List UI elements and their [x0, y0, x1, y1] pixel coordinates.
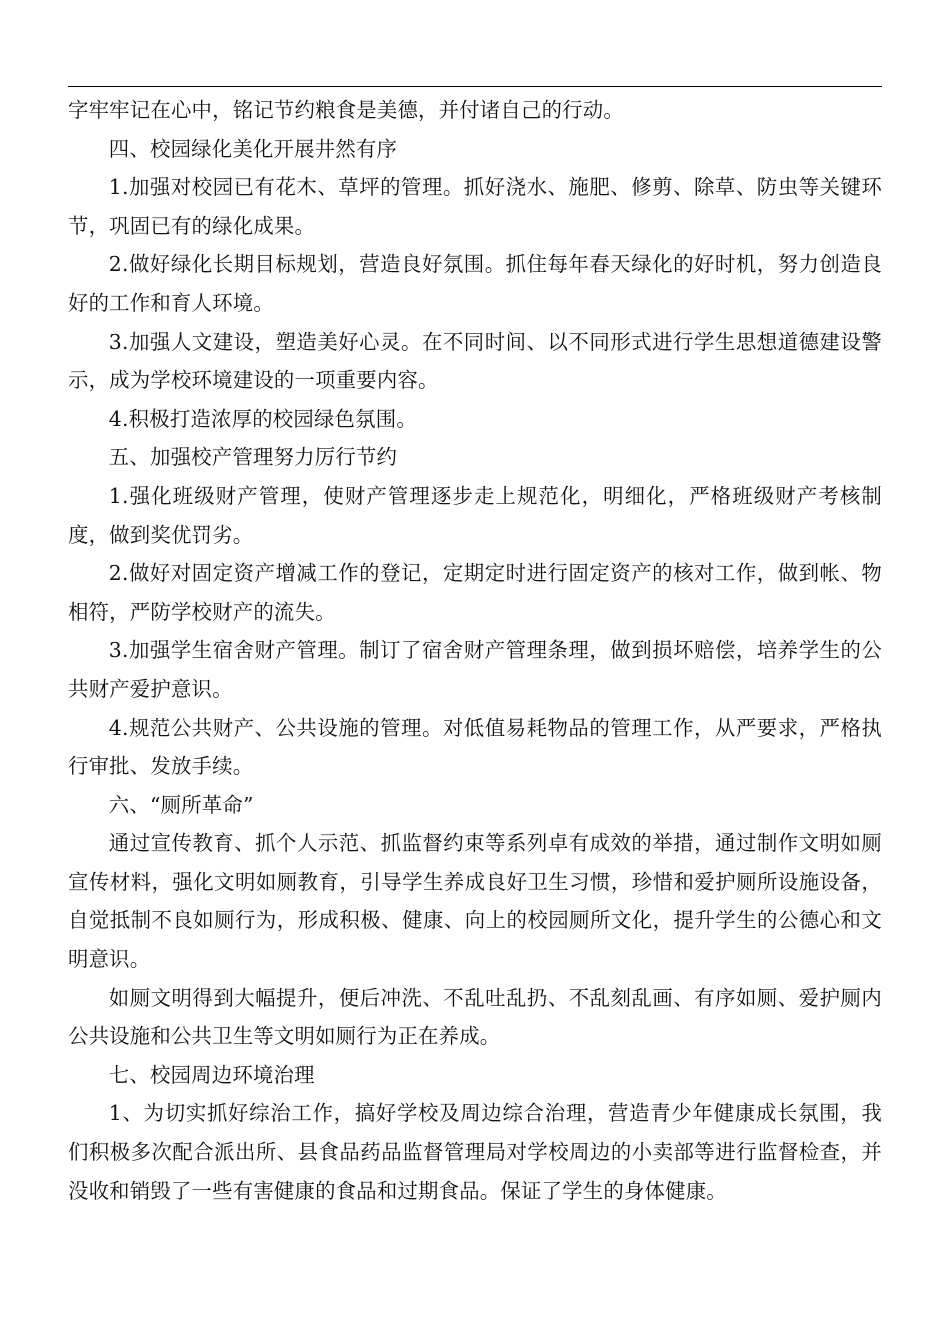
header-rule: [68, 86, 882, 87]
section-heading: 五、加强校产管理努力厉行节约: [108, 445, 398, 470]
paragraph: 3.加强学生宿舍财产管理。制订了宿舍财产管理条理，做到损坏赔偿，培养学生的公共财产爱护意识。: [68, 638, 882, 701]
section-heading: 七、校园周边环境治理: [108, 1062, 315, 1087]
paragraph: 3.加强人文建设，塑造美好心灵。在不同时间、以不同形式进行学生思想道德建设警示，成为学校环境建设的一项重要内容。: [68, 329, 882, 393]
section-heading: 四、校园绿化美化开展井然有序: [108, 136, 398, 161]
paragraph: 通过宣传教育、抓个人示范、抓监督约束等系列卓有成效的举措，通过制作文明如厕宣传材料，强化文明如厕教育，引导学生养成良好卫生习惯，珍惜和爱护厕所设施设备，自觉抵制不良如厕行为，形成积极、健康、向上的校园厕所文化，提升学生的公德心和文明意识。: [68, 831, 882, 972]
paragraph: 2.做好绿化长期目标规划，营造良好氛围。抓住每年春天绿化的好时机，努力创造良好的工作和育人环境。: [68, 252, 882, 315]
paragraph: 1、为切实抓好综治工作，搞好学校及周边综合治理，营造青少年健康成长氛围，我们积极多次配合派出所、县食品药品监督管理局对学校周边的小卖部等进行监督检查，并没收和销毁了一些有害健康的食品和过期食品。保证了学生的身体健康。: [68, 1101, 882, 1203]
paragraph: 4.积极打造浓厚的校园绿色氛围。: [108, 406, 417, 431]
paragraph: 1.加强对校园已有花木、草坪的管理。抓好浇水、施肥、修剪、除草、防虫等关键环节，巩固已有的绿化成果。: [68, 175, 882, 238]
paragraph: 2.做好对固定资产增减工作的登记，定期定时进行固定资产的核对工作，做到帐、物相符，严防学校财产的流失。: [68, 561, 882, 624]
document-body: [68, 91, 882, 1210]
section-heading: 六、“厕所革命”: [108, 792, 254, 817]
paragraph: 如厕文明得到大幅提升，便后冲洗、不乱吐乱扔、不乱刻乱画、有序如厕、爱护厕内公共设施和公共卫生等文明如厕行为正在养成。: [68, 985, 882, 1049]
paragraph: 字牢牢记在心中，铭记节约粮食是美德，并付诸自己的行动。: [68, 98, 624, 122]
paragraph: 4.规范公共财产、公共设施的管理。对低值易耗物品的管理工作，从严要求，严格执行审批、发放手续。: [68, 715, 882, 779]
paragraph: 1.强化班级财产管理，使财产管理逐步走上规范化，明细化，严格班级财产考核制度，做到奖优罚劣。: [68, 483, 882, 547]
